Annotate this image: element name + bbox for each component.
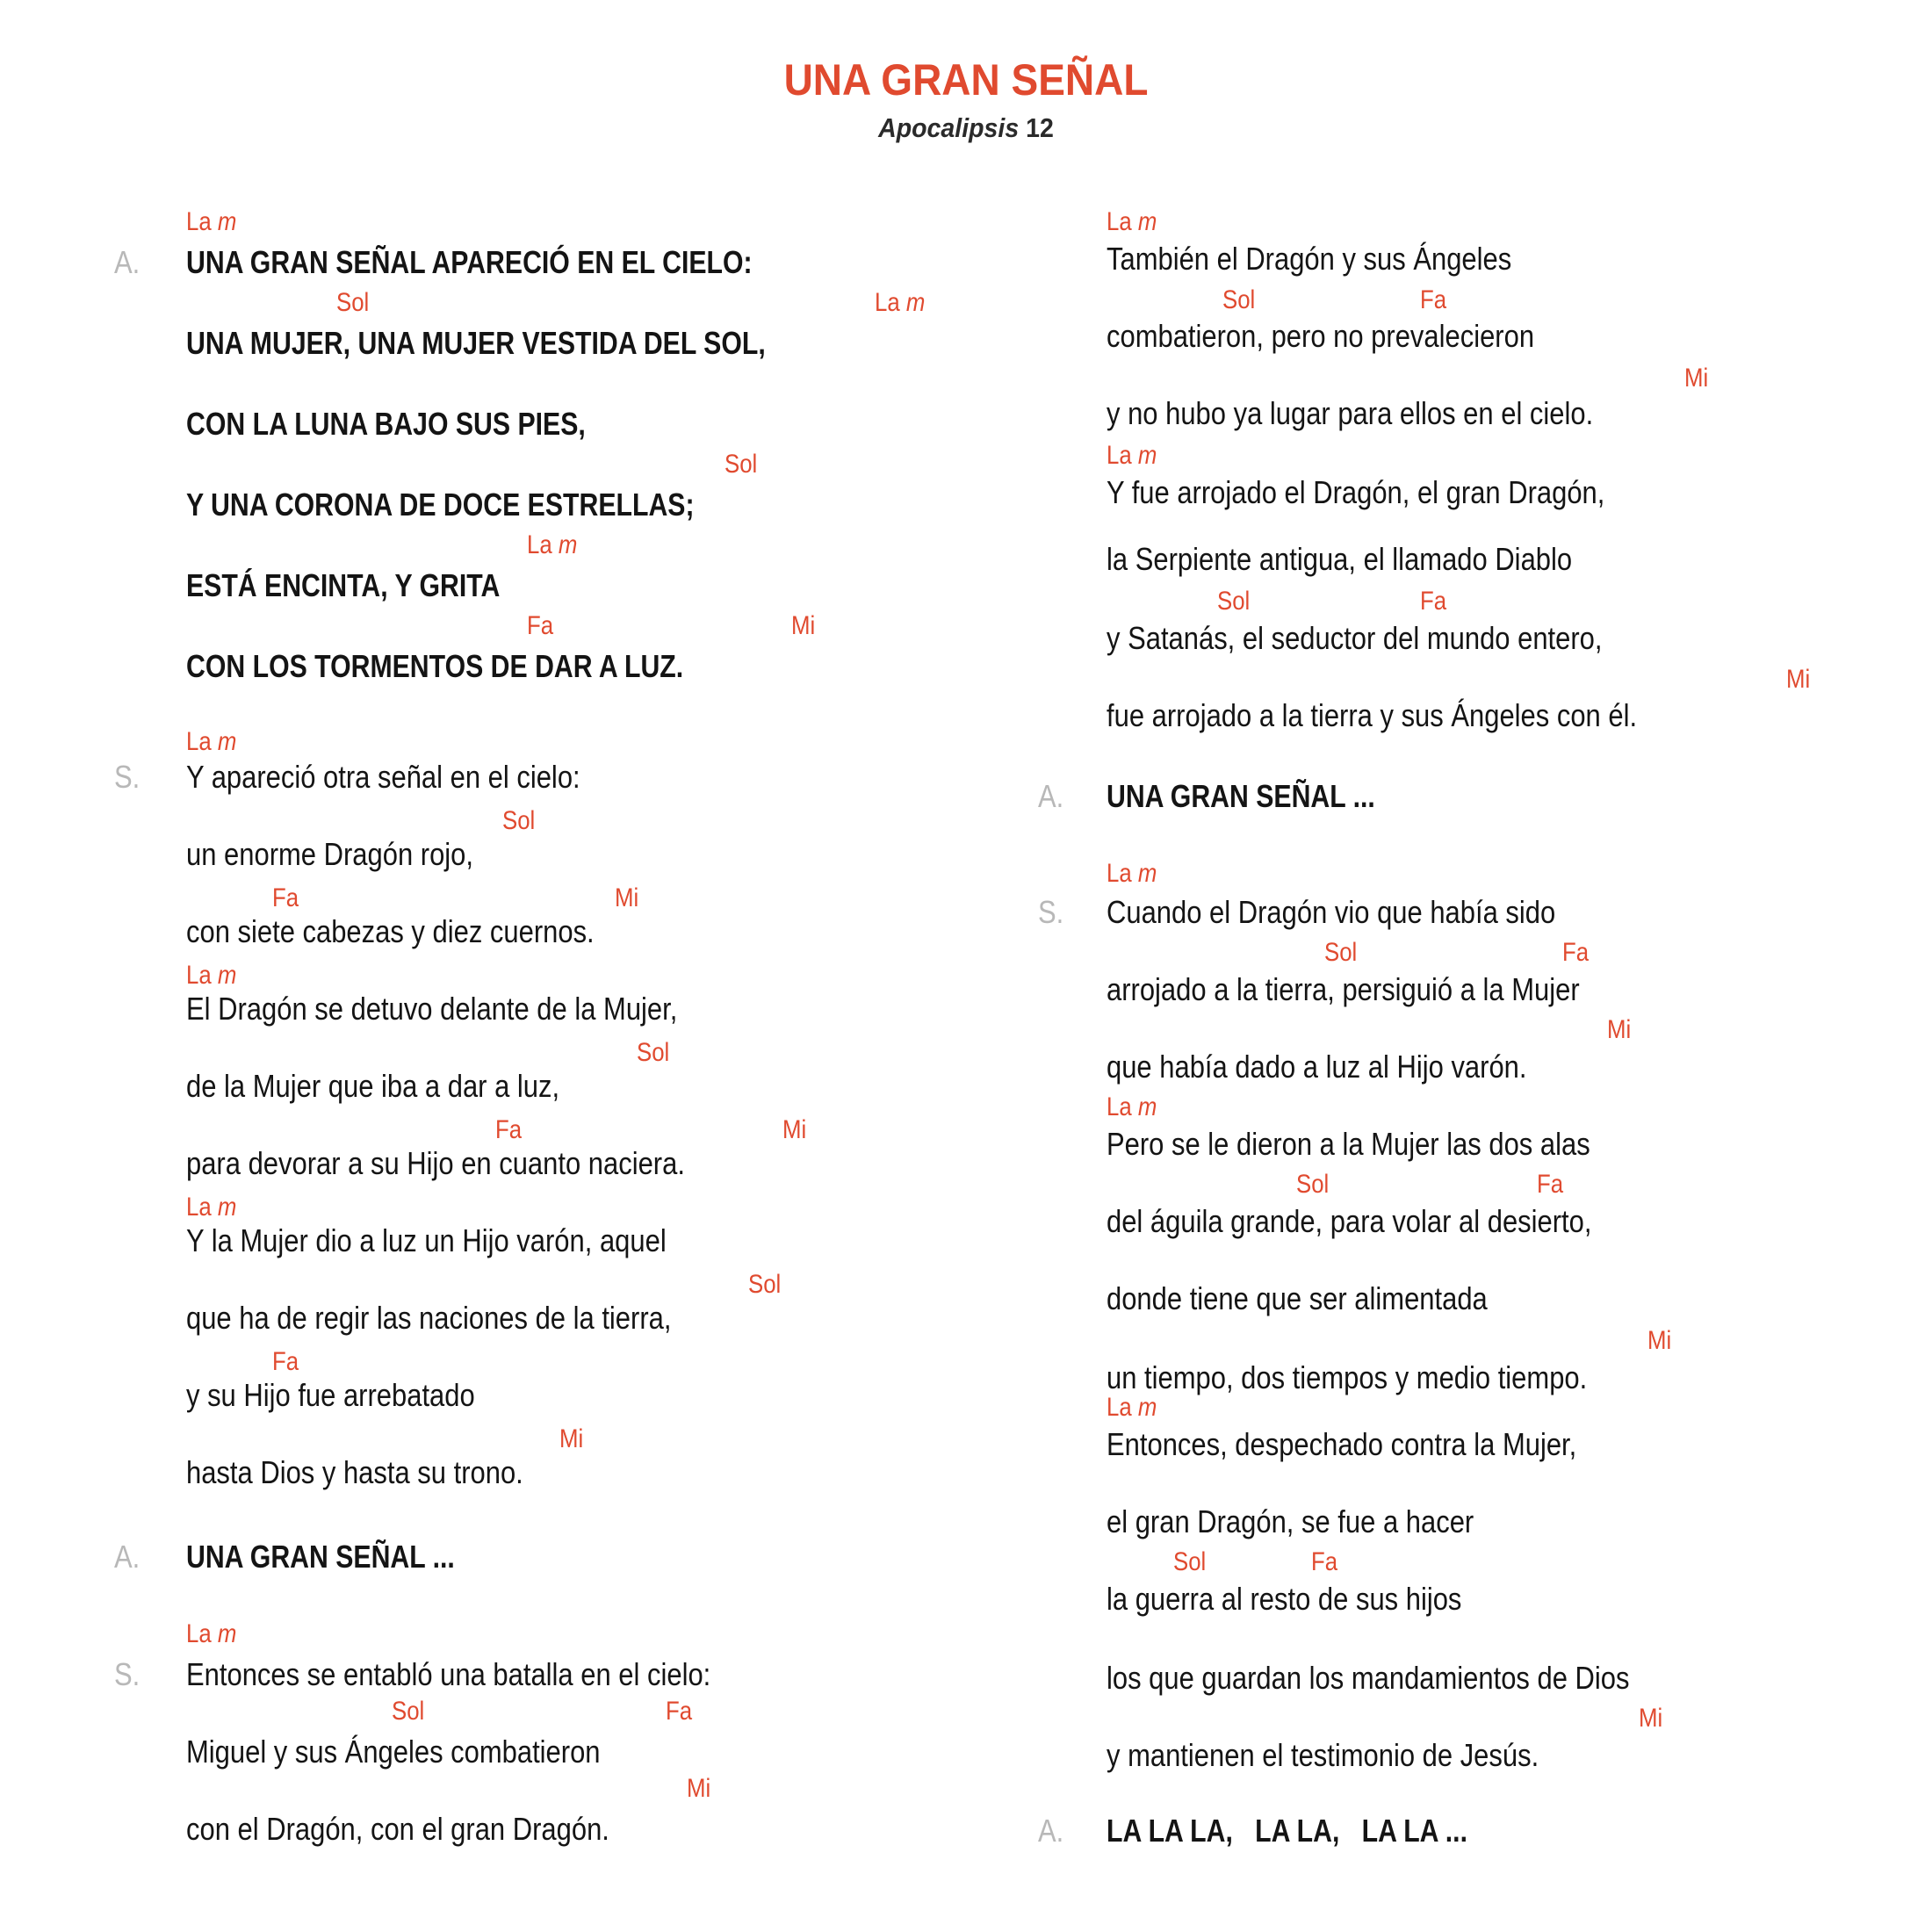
lyric-line: UNA MUJER, UNA MUJER VESTIDA DEL SOL, xyxy=(186,325,766,361)
chord-mi: Mi xyxy=(687,1774,711,1803)
chord-la-minor: La m xyxy=(1107,1092,1157,1121)
chord-la-minor: La m xyxy=(1107,1393,1157,1422)
chord-mi: Mi xyxy=(559,1424,584,1453)
lyric-line: que había dado a luz al Hijo varón. xyxy=(1107,1049,1527,1085)
chord-la-minor: La m xyxy=(1107,859,1157,888)
lyric-line: El Dragón se detuvo delante de la Mujer, xyxy=(186,991,678,1027)
chapter-number: 12 xyxy=(1019,112,1054,143)
chord-la-minor: La m xyxy=(186,961,237,990)
lyric-line: el gran Dragón, se fue a hacer xyxy=(1107,1503,1474,1539)
chord-la-minor: La m xyxy=(875,288,926,317)
chord-la-minor: La m xyxy=(1107,207,1157,236)
chord-la-minor: La m xyxy=(186,1619,237,1648)
lyric-line: ESTÁ ENCINTA, Y GRITA xyxy=(186,567,501,603)
chord-la-minor: La m xyxy=(1107,441,1157,470)
lyric-line: con el Dragón, con el gran Dragón. xyxy=(186,1811,609,1847)
lyric-line: combatieron, pero no prevalecieron xyxy=(1107,318,1535,354)
chord-fa: Fa xyxy=(272,1347,299,1376)
refrain-line: UNA GRAN SEÑAL ... xyxy=(1107,778,1375,814)
lyric-line: Pero se le dieron a la Mujer las dos alas xyxy=(1107,1126,1590,1162)
lyric-line: Y la Mujer dio a luz un Hijo varón, aquel xyxy=(186,1222,667,1258)
lyric-line: Entonces, despechado contra la Mujer, xyxy=(1107,1426,1577,1462)
lyric-line: Y fue arrojado el Dragón, el gran Dragón, xyxy=(1107,474,1605,510)
chord-sol: Sol xyxy=(1324,938,1358,967)
lyric-line: los que guardan los mandamientos de Dios xyxy=(1107,1660,1630,1696)
chord-fa: Fa xyxy=(495,1115,523,1144)
chord-sol: Sol xyxy=(748,1270,782,1299)
chord-mi: Mi xyxy=(1639,1704,1663,1733)
lyric-line: la guerra al resto de sus hijos xyxy=(1107,1581,1462,1617)
chord-mi: Mi xyxy=(1786,665,1811,694)
chord-fa: Fa xyxy=(1537,1170,1564,1199)
lyric-line: que ha de regir las naciones de la tierra, xyxy=(186,1300,672,1336)
chord-mi: Mi xyxy=(1647,1326,1672,1355)
song-subtitle xyxy=(77,112,1855,144)
chord-la-minor: La m xyxy=(186,727,237,756)
chord-mi: Mi xyxy=(1607,1015,1632,1044)
lyric-line: Y UNA CORONA DE DOCE ESTRELLAS; xyxy=(186,487,695,523)
lyric-line: Entonces se entabló una batalla en el cielo: xyxy=(186,1656,711,1692)
lyric-line: con siete cabezas y diez cuernos. xyxy=(186,913,595,949)
section-label-assembly: A. xyxy=(114,244,141,280)
section-label-assembly: A. xyxy=(1038,1813,1064,1849)
lyric-line: y su Hijo fue arrebatado xyxy=(186,1377,475,1413)
chord-sol: Sol xyxy=(392,1697,425,1726)
chord-fa: Fa xyxy=(1420,285,1447,314)
lyric-line: CON LOS TORMENTOS DE DAR A LUZ. xyxy=(186,648,684,684)
lyric-line: un enorme Dragón rojo, xyxy=(186,836,473,872)
chord-la-minor: La m xyxy=(186,207,237,236)
lyric-line: donde tiene que ser alimentada xyxy=(1107,1280,1488,1316)
lyric-line: También el Dragón y sus Ángeles xyxy=(1107,241,1512,277)
lyric-line: Y apareció otra señal en el cielo: xyxy=(186,759,580,795)
refrain-line: UNA GRAN SEÑAL ... xyxy=(186,1539,455,1575)
lyric-line: CON LA LUNA BAJO SUS PIES, xyxy=(186,406,586,442)
chord-sol: Sol xyxy=(1217,587,1251,616)
chord-fa: Fa xyxy=(272,883,299,912)
chord-la-minor: La m xyxy=(527,530,578,559)
chord-mi: Mi xyxy=(1684,364,1709,393)
lyric-line: para devorar a su Hijo en cuanto naciera. xyxy=(186,1145,685,1181)
lyric-line: la Serpiente antigua, el llamado Diablo xyxy=(1107,541,1573,577)
lyric-line: hasta Dios y hasta su trono. xyxy=(186,1454,523,1490)
chord-sol: Sol xyxy=(336,288,370,317)
lyric-line: y mantienen el testimonio de Jesús. xyxy=(1107,1737,1539,1773)
chord-sol: Sol xyxy=(502,806,536,835)
lyric-line: Cuando el Dragón vio que había sido xyxy=(1107,894,1556,930)
section-label-soloist: S. xyxy=(1038,894,1064,930)
chord-fa: Fa xyxy=(1311,1547,1338,1576)
lyric-line: y no hubo ya lugar para ellos en el cielo. xyxy=(1107,395,1594,431)
lyric-line: y Satanás, el seductor del mundo entero, xyxy=(1107,620,1603,656)
chord-mi: Mi xyxy=(791,611,816,640)
section-label-assembly: A. xyxy=(1038,778,1064,814)
refrain-line: LA LA LA, LA LA, LA LA ... xyxy=(1107,1813,1467,1849)
lyric-line: del águila grande, para volar al desierto, xyxy=(1107,1203,1592,1239)
section-label-soloist: S. xyxy=(114,759,141,795)
chord-mi: Mi xyxy=(615,883,639,912)
chord-sol: Sol xyxy=(1173,1547,1207,1576)
chord-sol: Sol xyxy=(1222,285,1256,314)
chord-sol: Sol xyxy=(724,450,758,479)
song-title: UNA GRAN SEÑAL xyxy=(783,55,1149,105)
chord-fa: Fa xyxy=(527,611,554,640)
chord-sol: Sol xyxy=(637,1038,670,1067)
chord-sol: Sol xyxy=(1296,1170,1330,1199)
chord-fa: Fa xyxy=(1420,587,1447,616)
lyric-line: arrojado a la tierra, persiguió a la Mujer xyxy=(1107,971,1580,1007)
chord-mi: Mi xyxy=(782,1115,807,1144)
lyric-line: un tiempo, dos tiempos y medio tiempo. xyxy=(1107,1359,1588,1395)
lyric-line: de la Mujer que iba a dar a luz, xyxy=(186,1068,560,1104)
chord-fa: Fa xyxy=(1562,938,1590,967)
lyric-line: Miguel y sus Ángeles combatieron xyxy=(186,1734,601,1770)
book-name: Apocalipsis xyxy=(878,112,1020,143)
section-label-soloist: S. xyxy=(114,1656,141,1692)
section-label-assembly: A. xyxy=(114,1539,141,1575)
lyric-line: UNA GRAN SEÑAL APARECIÓ EN EL CIELO: xyxy=(186,244,753,280)
chord-la-minor: La m xyxy=(186,1193,237,1222)
lyric-line: fue arrojado a la tierra y sus Ángeles con él. xyxy=(1107,697,1638,733)
chord-fa: Fa xyxy=(666,1697,693,1726)
